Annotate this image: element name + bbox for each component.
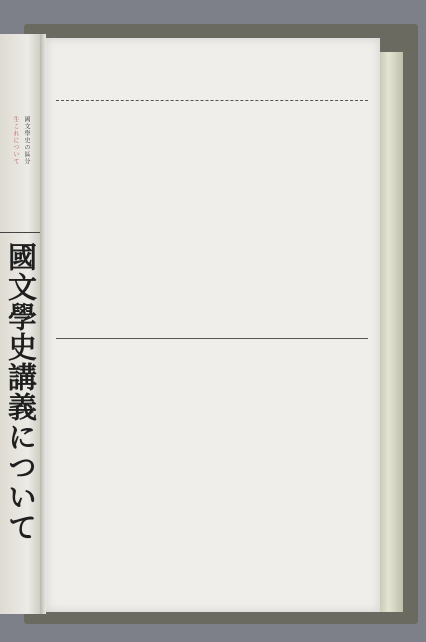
side-title	[4, 242, 40, 642]
page-edges	[378, 52, 403, 612]
top-rule	[56, 100, 368, 101]
running-head-subtitle: 生これについて	[12, 116, 19, 165]
running-head-title: 國文學史の區分	[23, 116, 30, 165]
side-title-text: 國文學史講義について	[4, 242, 38, 542]
left-page	[0, 34, 41, 614]
toc-lower-block	[56, 350, 368, 600]
toc-upper-block	[56, 112, 368, 330]
header-rule	[0, 232, 40, 233]
toc-page	[46, 38, 380, 612]
middle-rule	[56, 338, 368, 339]
running-head	[6, 116, 36, 232]
